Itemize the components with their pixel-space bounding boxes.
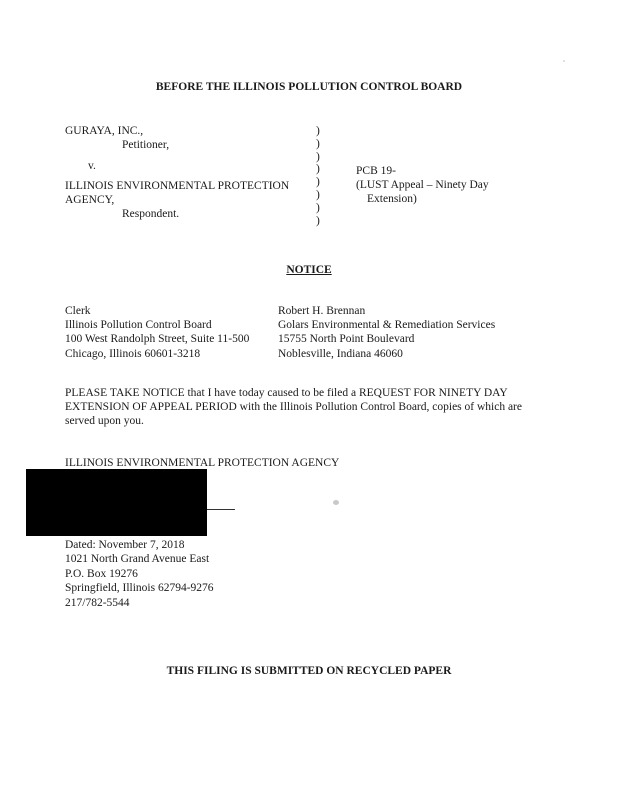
versus-label: v. — [88, 160, 96, 173]
dated-block — [65, 538, 214, 610]
phone-line: 217/782-5544 — [65, 596, 130, 609]
petitioner-name: GURAYA, INC., — [65, 125, 144, 137]
case-type-line2: Extension) — [367, 193, 417, 205]
case-caption-number — [356, 164, 489, 206]
paren: ) — [316, 163, 320, 176]
signature-line — [207, 509, 235, 510]
recipient-line2: 100 West Randolph Street, Suite 11-500 — [65, 333, 250, 346]
case-type-line1: (LUST Appeal – Ninety Day — [356, 179, 489, 191]
respondent-role: Respondent. — [122, 207, 180, 220]
scan-smudge — [333, 500, 339, 505]
recipient-brennan — [278, 304, 495, 361]
petitioner-role: Petitioner, — [122, 139, 170, 152]
recipient-line1: Illinois Pollution Control Board — [65, 319, 212, 332]
paren: ) — [316, 176, 320, 189]
scan-dot — [563, 60, 565, 62]
street-line: 1021 North Grand Avenue East — [65, 553, 210, 566]
dated-line: Dated: November 7, 2018 — [65, 539, 185, 551]
caption-parentheses — [316, 124, 320, 226]
recipient-line3: Chicago, Illinois 60601-3218 — [65, 347, 201, 360]
recipient-line3: Noblesville, Indiana 46060 — [278, 347, 403, 360]
document-title: BEFORE THE ILLINOIS POLLUTION CONTROL BOARD — [155, 81, 463, 93]
city-line: Springfield, Illinois 62794-9276 — [65, 582, 214, 595]
case-number: PCB 19- — [356, 165, 396, 177]
recycled-paper-footer: THIS FILING IS SUBMITTED ON RECYCLED PAPER — [166, 665, 452, 677]
paren: ) — [316, 125, 320, 137]
paren: ) — [316, 137, 320, 150]
recipient-name: Robert H. Brennan — [278, 305, 366, 317]
paren: ) — [316, 214, 320, 227]
po-box-line: P.O. Box 19276 — [65, 567, 138, 580]
notice-heading: NOTICE — [286, 264, 332, 276]
respondent-name-line1: ILLINOIS ENVIRONMENTAL PROTECTION — [65, 179, 290, 192]
redaction-block — [26, 469, 207, 536]
recipient-clerk — [65, 304, 249, 361]
recipient-name: Clerk — [65, 305, 91, 317]
recipient-line1: Golars Environmental & Remediation Services — [278, 319, 496, 332]
recipient-line2: 15755 North Point Boulevard — [278, 333, 415, 346]
agency-signature: ILLINOIS ENVIRONMENTAL PROTECTION AGENCY — [65, 457, 340, 469]
case-caption-parties — [65, 124, 315, 221]
paren: ) — [316, 188, 320, 201]
paren: ) — [316, 150, 320, 163]
paren: ) — [316, 201, 320, 214]
respondent-name-line2: AGENCY, — [65, 193, 115, 206]
notice-body: PLEASE TAKE NOTICE that I have today caused to be filed a REQUEST FOR NINETY DAY EXTENSION OF APPEAL PERIOD with the Illinois Pollution Control Board, copies of which are served upon you. — [65, 387, 522, 427]
